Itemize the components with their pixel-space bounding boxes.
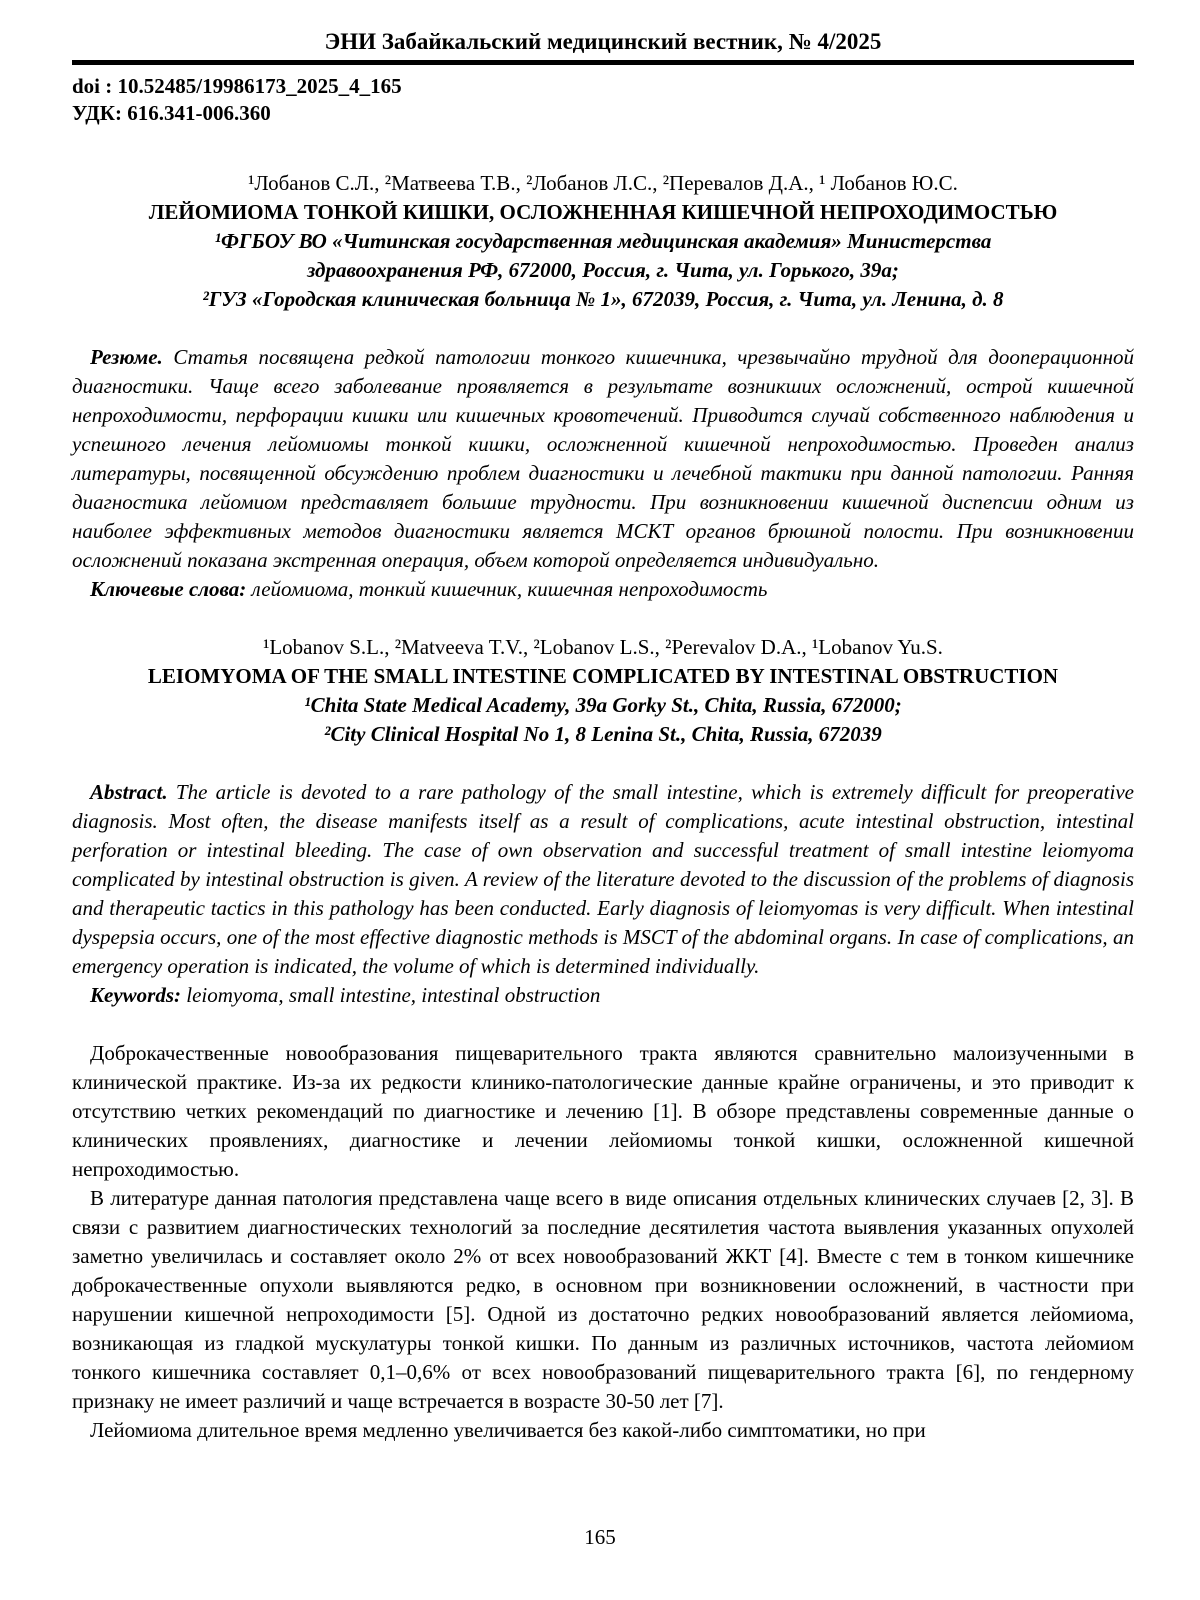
abstract-ru-text: Статья посвящена редкой патологии тонкого кишечника, чрезвычайно трудной для дооперационной диагностики. Чаще всего заболевание проявляется в результате возникших осложнений, острой кишечной непроходимости, перфорации кишки или кишечных кровотечений. Приводится случай собственного наблюдения и успешного лечения лейомиомы тонкой кишки, осложненной кишечной непроходимостью. Проведен анализ литературы, посвященной обсуждению проблем диагностики и лечебной тактики при данной патологии. Ранняя диагностика лейомиом представляет большие трудности. При возникновении кишечной диспепсии одним из наиболее эффективных методов диагностики является МСКТ органов брюшной полости. При возникновении осложнений показана экстренная операция, объем которой определяется индивидуально. bbox=[72, 345, 1134, 572]
article-meta bbox=[72, 73, 1134, 127]
title-en: LEIOMYOMA OF THE SMALL INTESTINE COMPLICATED BY INTESTINAL OBSTRUCTION bbox=[147, 664, 1059, 688]
body-paragraph-3: Лейомиома длительное время медленно увеличивается без какой-либо симптоматики, но при bbox=[90, 1418, 926, 1442]
journal-header: ЭНИ Забайкальский медицинский вестник, № 4/2025 bbox=[324, 29, 882, 54]
page-number: 165 bbox=[584, 1525, 616, 1549]
abstract-ru bbox=[72, 343, 1134, 575]
header-rule bbox=[72, 60, 1134, 65]
body-paragraph-2: В литературе данная патология представлена чаще всего в виде описания отдельных клинических случаев [2, 3]. В связи с развитием диагностических технологий за последние десятилетия частота выявления указанных опухолей заметно увеличилась и составляет около 2% от всех новообразований ЖКТ [4]. Вместе с тем в тонком кишечнике доброкачественные опухоли выявляются редко, в основном при возникновении осложнений, в частности при нарушении кишечной непроходимости [5]. Одной из достаточно редких новообразований является лейомиома, возникающая из гладкой мускулатуры тонкой кишки. По данным из различных источников, частота лейомиом тонкого кишечника составляет 0,1–0,6% от всех новообразований пищеварительного тракта [6], по гендерному признаку не имеет различий и чаще встречается в возрасте 30-50 лет [7]. bbox=[72, 1186, 1134, 1413]
abstract-en-text: The article is devoted to a rare pathology of the small intestine, which is extremely difficult for preoperative diagnosis. Most often, the disease manifests itself as a result of complications, acute intestinal obstruction, intestinal perforation or intestinal bleeding. The case of own observation and successful treatment of small intestine leiomyoma complicated by intestinal obstruction is given. A review of the literature devoted to the discussion of the problems of diagnosis and therapeutic tactics in this pathology has been conducted. Early diagnosis of leiomyomas is very difficult. When intestinal dyspepsia occurs, one of the most effective diagnostic methods is MSCT of the abdominal organs. In case of complications, an emergency operation is indicated, the volume of which is determined individually. bbox=[72, 780, 1134, 978]
page bbox=[72, 0, 1134, 1445]
body-paragraph-1: Доброкачественные новообразования пищеварительного тракта являются сравнительно малоизученными в клинической практике. Из-за их редкости клинико-патологические данные крайне ограничены, и это приводит к отсутствию четких рекомендаций по диагностике и лечению [1]. В обзоре представлены современные данные о клинических проявлениях, диагностике и лечении лейомиомы тонкой кишки, осложненной кишечной непроходимостью. bbox=[72, 1041, 1134, 1181]
keywords-en-text: leiomyoma, small intestine, intestinal obstruction bbox=[181, 983, 601, 1007]
doi: doi : 10.52485/19986173_2025_4_165 bbox=[72, 74, 402, 98]
authors-en: ¹Lobanov S.L., ²Matveeva T.V., ²Lobanov L.S., ²Perevalov D.A., ¹Lobanov Yu.S. bbox=[263, 635, 943, 659]
affiliation-ru-2: ²ГУЗ «Городская клиническая больница № 1», 672039, Россия, г. Чита, ул. Ленина, д. 8 bbox=[202, 287, 1004, 311]
udk: УДК: 616.341-006.360 bbox=[72, 101, 271, 125]
keywords-en-label: Keywords: bbox=[90, 983, 181, 1007]
abstract-en bbox=[72, 778, 1134, 981]
keywords-ru-label: Ключевые слова: bbox=[90, 577, 247, 601]
affiliation-ru-1a: ¹ФГБОУ ВО «Читинская государственная медицинская академия» Министерства bbox=[214, 229, 992, 253]
keywords-ru-text: лейомиома, тонкий кишечник, кишечная непроходимость bbox=[246, 577, 768, 601]
abstract-en-label: Abstract. bbox=[90, 780, 168, 804]
affiliation-en-1: ¹Chita State Medical Academy, 39a Gorky St., Chita, Russia, 672000; bbox=[304, 693, 902, 717]
affiliation-ru-1b: здравоохранения РФ, 672000, Россия, г. Чита, ул. Горького, 39а; bbox=[307, 258, 899, 282]
abstract-ru-label: Резюме. bbox=[90, 345, 163, 369]
affiliation-en-2: ²City Clinical Hospital No 1, 8 Lenina St., Chita, Russia, 672039 bbox=[324, 722, 882, 746]
keywords-en bbox=[72, 981, 1134, 1010]
title-ru: ЛЕЙОМИОМА ТОНКОЙ КИШКИ, ОСЛОЖНЕННАЯ КИШЕЧНОЙ НЕПРОХОДИМОСТЬЮ bbox=[148, 200, 1058, 224]
authors-ru: ¹Лобанов С.Л., ²Матвеева Т.В., ²Лобанов Л.С., ²Перевалов Д.А., ¹ Лобанов Ю.С. bbox=[248, 171, 958, 195]
keywords-ru bbox=[72, 575, 1134, 604]
